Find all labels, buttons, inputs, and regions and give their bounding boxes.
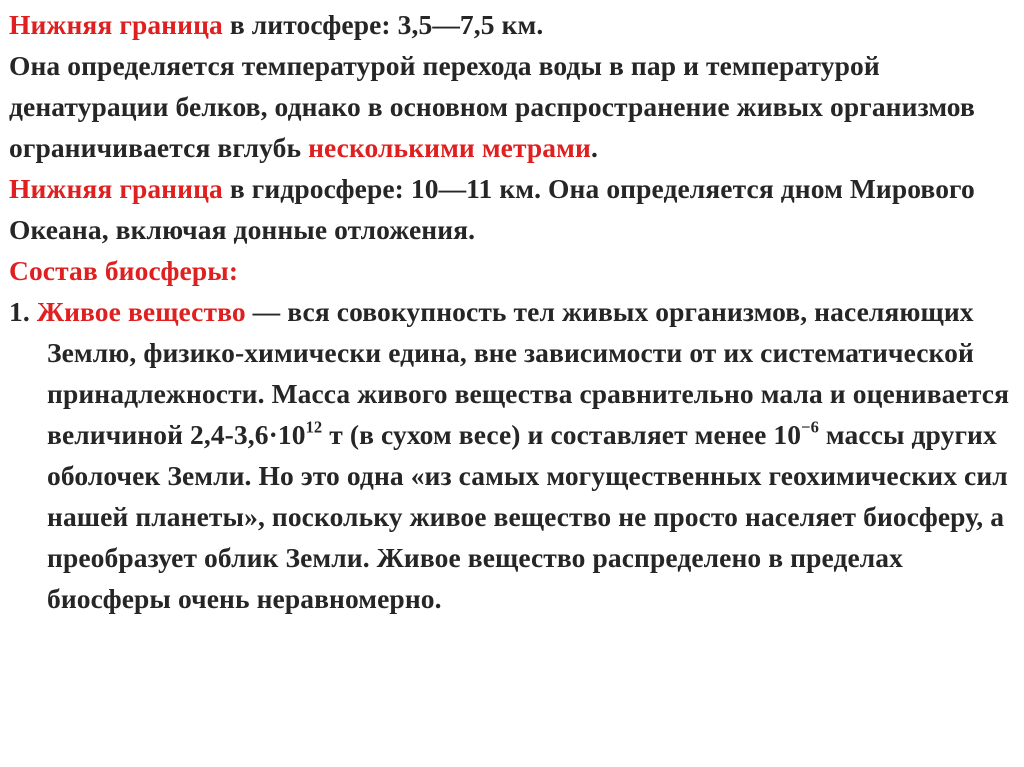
living-matter-term: Живое вещество: [36, 296, 246, 327]
lower-boundary-term: Нижняя граница: [9, 9, 223, 40]
living-matter-text-1: — вся совокупность тел живых организмов, населяющих Землю, физико-химически едина, вне зависимости от их систематической принадлежности. Масса живого вещества сравнительно мала и оценивается величиной 2,4-3,6·10: [47, 296, 1010, 450]
lithosphere-text: в литосфере: 3,5—7,5 км.: [222, 9, 544, 40]
few-meters-highlight: несколькими метрами: [308, 132, 591, 163]
living-matter-text-2: т (в сухом весе) и составляет менее 10: [322, 419, 802, 450]
list-item-living-matter: [9, 291, 1014, 619]
definition-text: Она определяется температурой перехода воды в пар и температурой денатурации белков, однако в основном распространение живых организмов ограничивается вглубь: [9, 50, 975, 163]
exponent-12: 12: [305, 417, 323, 437]
item-number: 1.: [9, 296, 37, 327]
living-matter-text-3: массы других оболочек Земли. Но это одна «из самых могущественных геохимических сил нашей планеты», поскольку живое вещество не просто населяет биосферу, а преобразует облик Земли. Живое вещество распределено в пределах биосферы очень неравномерно.: [47, 419, 1008, 614]
hydrosphere-paragraph: [9, 168, 1014, 250]
lower-boundary-term-2: Нижняя граница: [9, 173, 223, 204]
definition-paragraph: [9, 45, 1014, 168]
section-heading: Состав биосферы:: [9, 255, 239, 286]
hydrosphere-text: в гидросфере: 10—11 км. Она определяется дном Мирового Океана, включая донные отложения.: [9, 173, 975, 245]
slide-content: [9, 4, 1014, 619]
lithosphere-paragraph: [9, 4, 1014, 45]
exponent-minus-6: −6: [801, 417, 819, 437]
definition-end: .: [590, 132, 598, 163]
